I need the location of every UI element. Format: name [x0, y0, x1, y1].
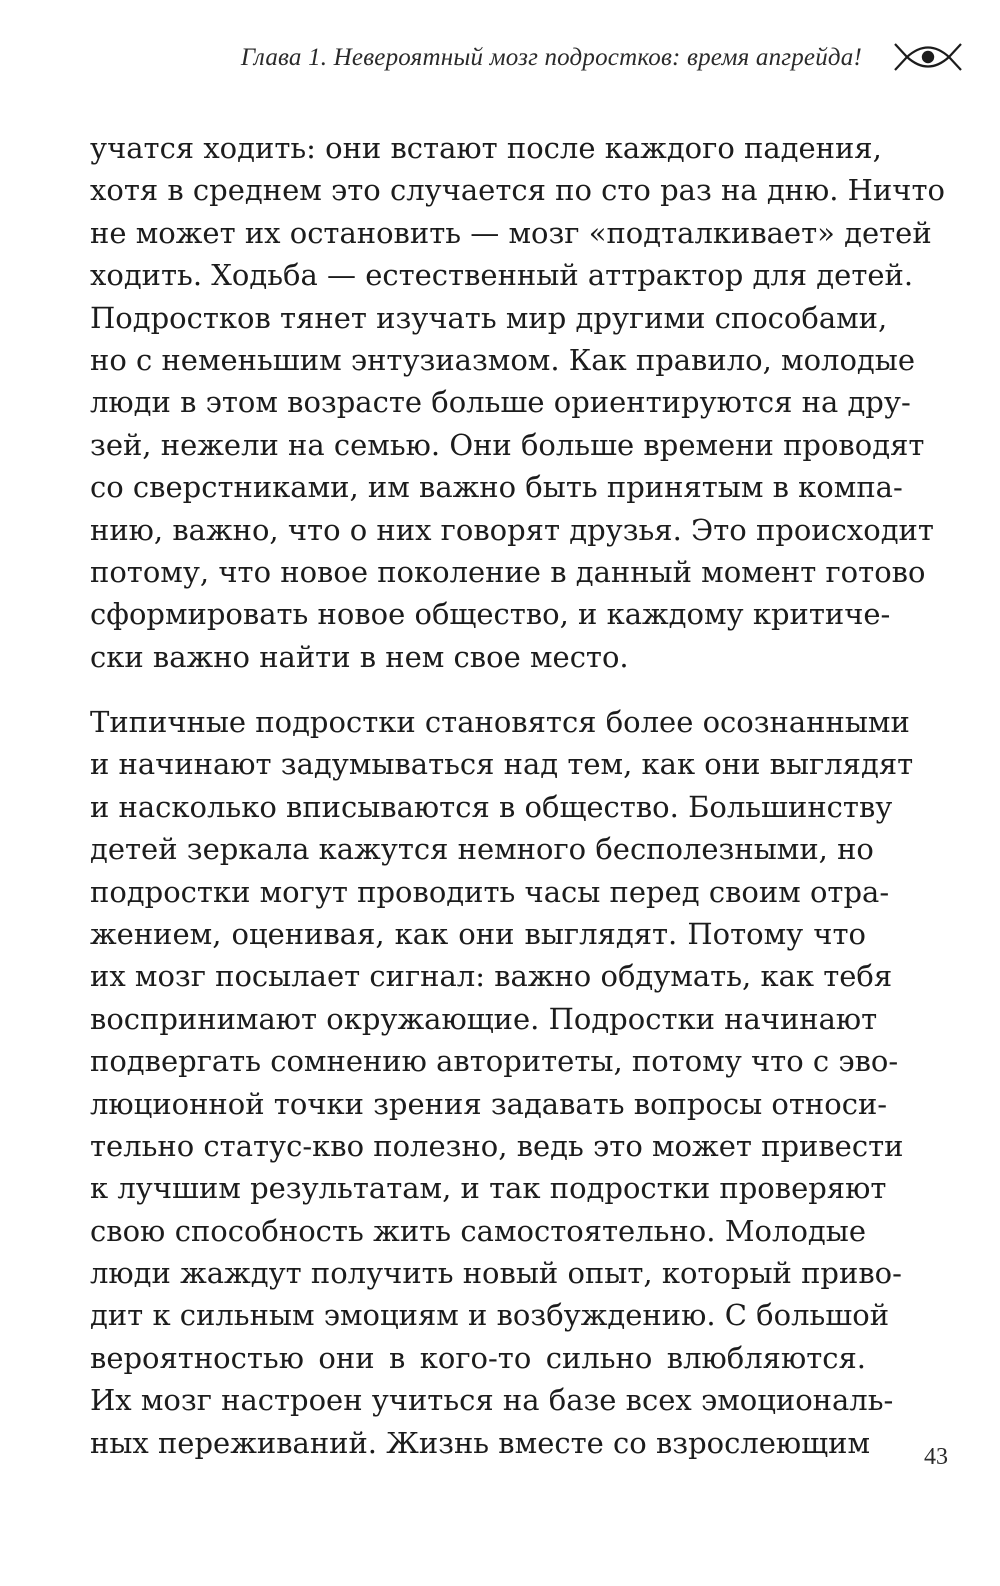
text-line: и насколько вписываются в общество. Большинству [90, 789, 893, 824]
text-line: свою способность жить самостоятельно. Молодые [90, 1213, 866, 1248]
text-line: жением, оценивая, как они выглядят. Потому что [90, 916, 866, 951]
text-line: но с неменьшим энтузиазмом. Как правило, молодые [90, 342, 916, 377]
text-line: со сверстниками, им важно быть принятым в компа- [90, 470, 903, 505]
text-line: к лучшим результатам, и так подростки проверяют [90, 1171, 887, 1206]
text-line: вероятностью они в кого-то сильно влюбляются. [90, 1340, 866, 1375]
text-line: сформировать новое общество, и каждому критиче- [90, 597, 891, 632]
paragraph-2 [90, 701, 914, 1464]
text-line: люди жаждут получить новый опыт, который приво- [90, 1256, 902, 1291]
text-line: люционной точки зрения задавать вопросы относи- [90, 1086, 888, 1121]
text-line: воспринимают окружающие. Подростки начинают [90, 1001, 878, 1036]
running-head: Глава 1. Невероятный мозг подростков: время апгрейда! [240, 44, 862, 71]
text-line: люди в этом возрасте больше ориентируются на дру- [90, 385, 911, 420]
text-line: учатся ходить: они встают после каждого падения, [90, 131, 882, 165]
paragraph-1 [90, 127, 945, 678]
text-line: нию, важно, что о них говорят друзья. Это происходит [90, 512, 934, 547]
text-line: их мозг посылает сигнал: важно обдумать, как тебя [90, 959, 893, 994]
text-line: и начинают задумываться над тем, как они выглядят [90, 747, 914, 782]
text-line: подростки могут проводить часы перед своим отра- [90, 874, 890, 909]
page-number: 43 [924, 1444, 948, 1470]
text-line: ходить. Ходьба — естественный аттрактор для детей. [90, 258, 914, 293]
text-line: потому, что новое поколение в данный момент готово [90, 554, 926, 589]
text-line: ных переживаний. Жизнь вместе со взрослеющим [90, 1425, 871, 1460]
text-line: хотя в среднем это случается по сто раз на дню. Ничто [90, 173, 945, 208]
text-line: детей зеркала кажутся немного бесполезными, но [90, 832, 874, 867]
text-line: тельно статус-кво полезно, ведь это может привести [90, 1128, 904, 1163]
text-line: дит к сильным эмоциям и возбуждению. С большой [90, 1298, 890, 1333]
eye-icon [893, 40, 963, 74]
text-line: ски важно найти в нем свое место. [90, 639, 629, 674]
text-line: Подростков тянет изучать мир другими способами, [90, 300, 888, 335]
text-line: подвергать сомнению авторитеты, потому что с эво- [90, 1044, 899, 1079]
text-line: Типичные подростки становятся более осознанными [90, 705, 910, 739]
text-line: зей, нежели на семью. Они больше времени проводят [90, 427, 925, 462]
text-line: Их мозг настроен учиться на базе всех эмоциональ- [90, 1383, 894, 1418]
text-line: не может их остановить — мозг «подталкивает» детей [90, 215, 932, 250]
